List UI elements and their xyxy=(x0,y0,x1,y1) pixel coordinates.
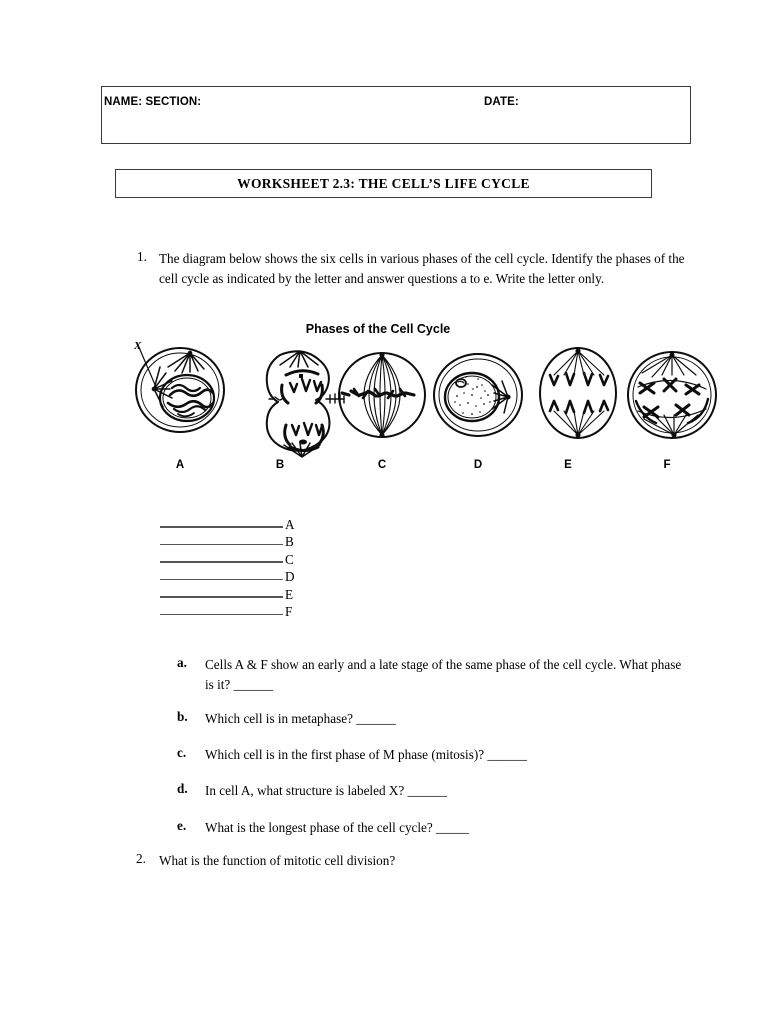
answer-blank-c[interactable] xyxy=(160,561,283,562)
answer-letter-e: E xyxy=(285,586,294,602)
cell-label-b: B xyxy=(275,459,285,471)
answer-blank-b[interactable] xyxy=(160,544,283,545)
answer-letter-a: A xyxy=(285,516,295,532)
cell-d-illustration xyxy=(434,354,522,436)
answer-blank-d[interactable] xyxy=(160,579,283,580)
date-label: DATE: xyxy=(484,96,519,108)
cell-c-illustration xyxy=(339,353,425,437)
sub-question-d-letter: d. xyxy=(177,781,188,796)
cell-label-e: E xyxy=(564,459,572,471)
cell-a-illustration xyxy=(136,345,224,432)
worksheet-title: WORKSHEET 2.3: THE CELL’S LIFE CYCLE xyxy=(237,175,530,191)
sub-question-b-text: Which cell is in metaphase? ______ xyxy=(205,711,396,726)
sub-question-d-text: In cell A, what structure is labeled X? ______ xyxy=(205,783,448,798)
answer-blank-f[interactable] xyxy=(160,614,283,615)
cell-f-illustration xyxy=(628,352,716,438)
cell-label-d: D xyxy=(473,459,483,471)
question-2-text: What is the function of mitotic cell division? xyxy=(159,853,396,868)
question-1-text: The diagram below shows the six cells in various phases of the cell cycle. Identify the phases of the cell cycle as indicated by the letter and answer questions a to e. Write the letter only. xyxy=(159,251,685,286)
cell-label-c: C xyxy=(377,459,387,471)
cell-cycle-diagram xyxy=(130,315,730,485)
sub-question-e-letter: e. xyxy=(177,818,187,833)
cell-b-illustration xyxy=(267,351,344,457)
worksheet-title-box xyxy=(115,169,652,198)
answer-blank-e[interactable] xyxy=(160,596,283,597)
sub-question-a-letter: a. xyxy=(177,655,187,670)
answer-letter-f: F xyxy=(285,604,293,619)
sub-question-b-letter: b. xyxy=(177,709,188,724)
name-section-label: NAME: SECTION: xyxy=(104,96,202,108)
sub-question-a-text: Cells A & F show an early and a late stage of the same phase of the cell cycle. What phase is it? ______ xyxy=(205,657,682,692)
cell-label-a: A xyxy=(175,459,185,471)
student-info-box xyxy=(101,86,691,144)
sub-question-e-text: What is the longest phase of the cell cycle? _____ xyxy=(205,820,470,835)
cell-cycle-illustration xyxy=(130,315,730,485)
diagram-title: Phases of the Cell Cycle xyxy=(305,322,451,336)
question-2-number: 2. xyxy=(136,851,146,866)
answer-letter-d: D xyxy=(285,569,295,584)
sub-question-c-text: Which cell is in the first phase of M phase (mitosis)? ______ xyxy=(205,747,527,762)
answer-letter-c: C xyxy=(285,551,294,567)
sub-question-c-letter: c. xyxy=(177,745,187,760)
answer-letter-b: B xyxy=(285,534,294,549)
x-pointer-label: X xyxy=(134,340,142,352)
cell-label-f: F xyxy=(663,459,671,471)
answer-blank-a[interactable] xyxy=(160,526,283,527)
question-1-number: 1. xyxy=(137,249,147,264)
cell-e-illustration xyxy=(540,348,616,438)
